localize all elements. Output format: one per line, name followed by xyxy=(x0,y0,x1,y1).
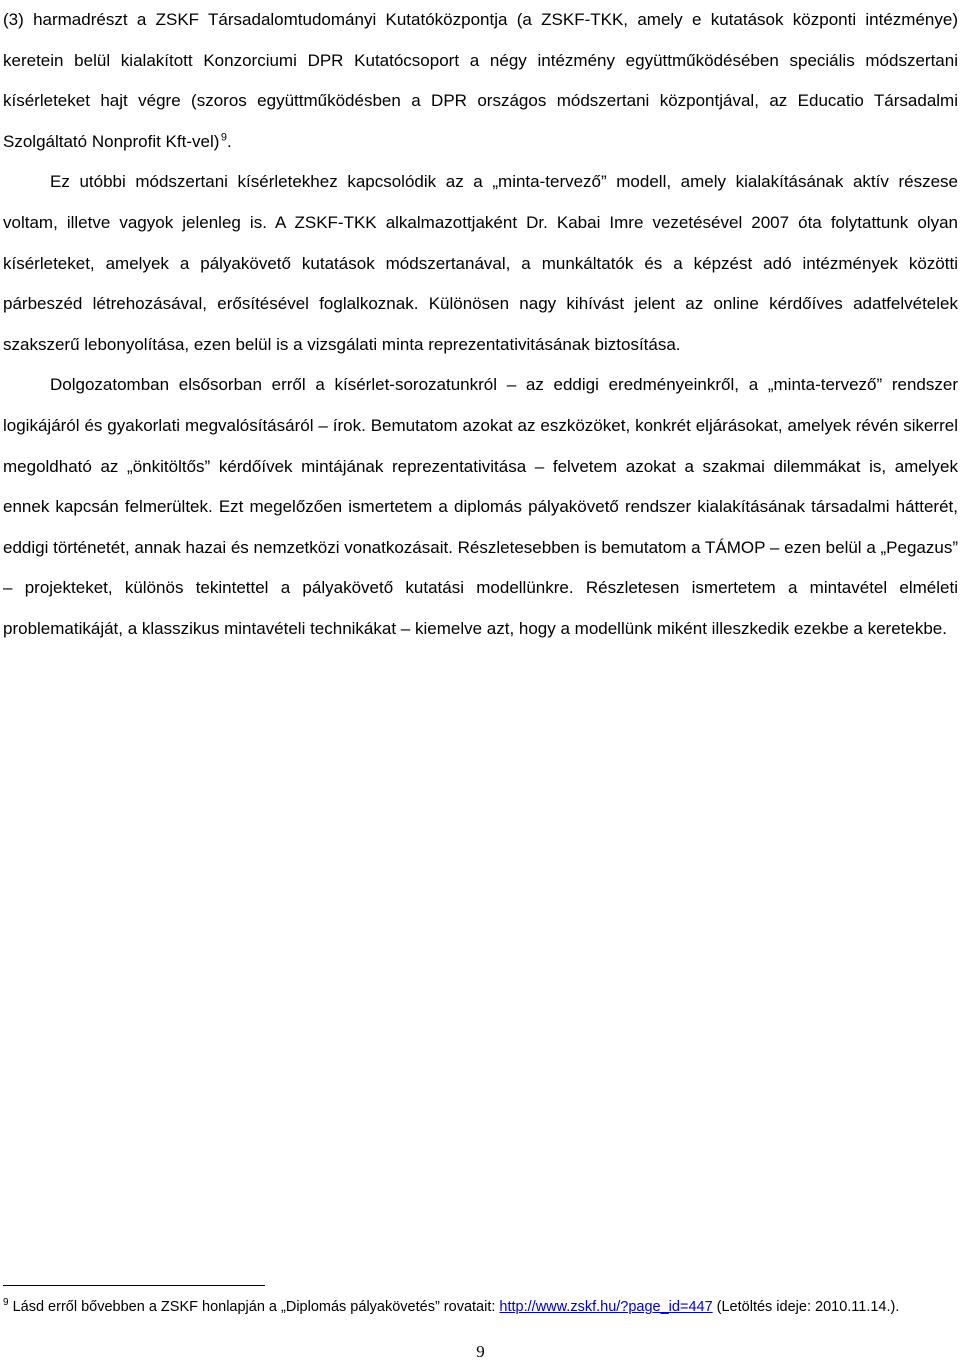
page-number: 9 xyxy=(476,1342,485,1361)
footnote-text-after: (Letöltés ideje: 2010.11.14.). xyxy=(712,1299,900,1315)
body-text xyxy=(3,0,958,650)
paragraph-2 xyxy=(3,162,958,365)
paragraph-1-text: (3) harmadrészt a ZSKF Társadalomtudományi Kutatóközpontja (a ZSKF-TKK, amely e kutatások központi intézménye) keretein belül kialakított Konzorciumi DPR Kutatócsoport a négy intézmény együttműködésében speciális módszertani kísérleteket hajt végre (szoros együttműködésben a DPR országos módszertani központjával, az Educatio Társadalmi Szolgáltató Nonprofit Kft-vel) xyxy=(3,10,958,151)
footnote-text-before: Lásd erről bővebben a ZSKF honlapján a „Diplomás pályakövetés” rovatait: xyxy=(8,1299,500,1315)
footnote xyxy=(3,1296,958,1318)
paragraph-2-text: Ez utóbbi módszertani kísérletekhez kapcsolódik az a „minta-tervező” modell, amely kialakításának aktív részese voltam, illetve vagyok jelenleg is. A ZSKF-TKK alkalmazottjaként Dr. Kabai Imre vezetésével 2007 óta folytattunk olyan kísérleteket, amelyek a pályakövető kutatások módszertanával, a munkáltatók és a képzést adó intézmények közötti párbeszéd létrehozásával, erősítésével foglalkoznak. Különösen nagy kihívást jelent az online kérdőíves adatfelvételek szakszerű lebonyolítása, ezen belül is a vizsgálati minta reprezentativitásának biztosítása. xyxy=(3,172,958,354)
paragraph-3 xyxy=(3,365,958,649)
footnote-separator xyxy=(3,1285,265,1286)
document-page xyxy=(3,0,958,1362)
footnote-reference[interactable]: 9 xyxy=(220,131,227,144)
paragraph-1 xyxy=(3,0,958,162)
paragraph-3-text: Dolgozatomban elsősorban erről a kísérlet-sorozatunkról – az eddigi eredményeinkről, a „minta-tervező” rendszer logikájáról és gyakorlati megvalósításáról – írok. Bemutatom azokat az eszközöket, konkrét eljárásokat, amelyek révén sikerrel megoldható az „önkitöltős” kérdőívek mintájának reprezentativitása – felvetem azokat a szakmai dilemmákat is, amelyek ennek kapcsán felmerültek. Ezt megelőzően ismertetem a diplomás pályakövető rendszer kialakításának társadalmi hátterét, eddigi történetét, annak hazai és nemzetközi vonatkozásait. Részletesebben is bemutatom a TÁMOP – ezen belül a „Pegazus” – projekteket, különös tekintettel a pályakövető kutatási modellünkre. Részletesen ismertetem a mintavétel elméleti problematikáját, a klasszikus mintavételi technikákat – kiemelve azt, hogy a modellünk miként illeszkedik ezekbe a keretekbe. xyxy=(3,375,958,638)
paragraph-1-end: . xyxy=(226,131,232,151)
footnote-number: 9 xyxy=(3,1297,9,1309)
footnote-link[interactable]: http://www.zskf.hu/?page_id=447 xyxy=(499,1299,713,1315)
